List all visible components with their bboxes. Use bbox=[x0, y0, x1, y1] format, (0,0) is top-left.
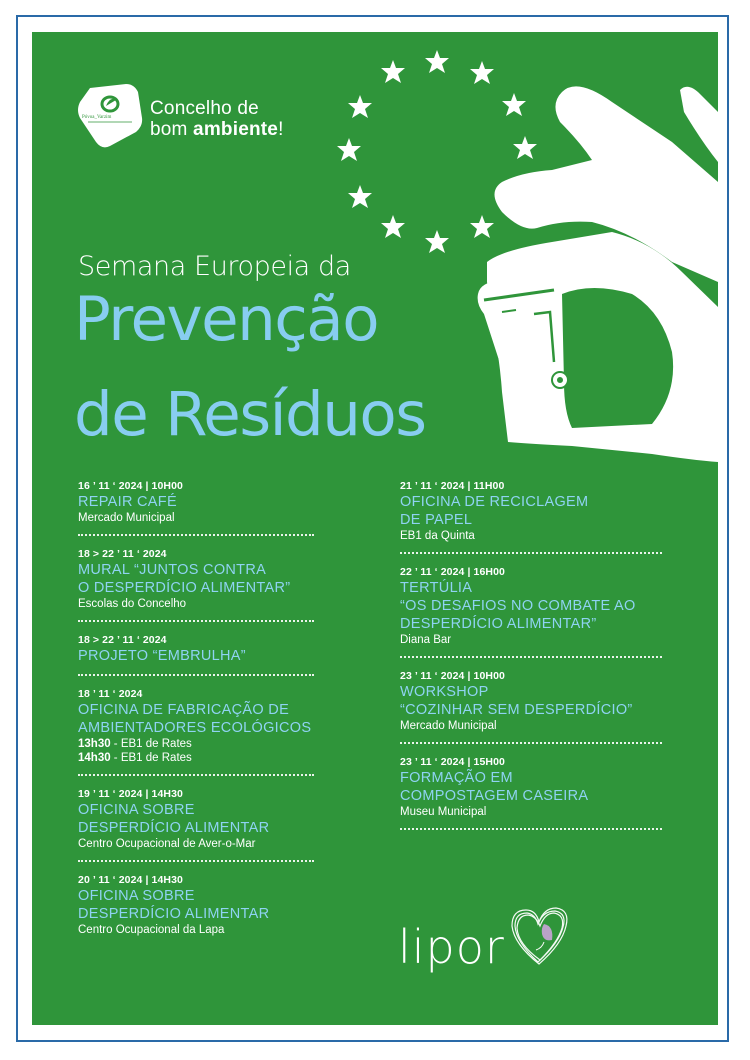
dotted-separator bbox=[78, 620, 314, 622]
heart-leaf-icon bbox=[504, 902, 574, 972]
event-title: DESPERDÍCIO ALIMENTAR bbox=[78, 820, 270, 836]
event-location: Centro Ocupacional de Aver-o-Mar bbox=[78, 838, 256, 850]
event-date: 16 ’ 11 ‘ 2024 | 10H00 bbox=[78, 480, 183, 492]
title-line2: de Resíduos bbox=[74, 379, 426, 450]
municipality-logo-text: Póvoa_Varzim bbox=[82, 115, 112, 120]
event-date: 18 > 22 ’ 11 ‘ 2024 bbox=[78, 548, 167, 560]
dotted-separator bbox=[400, 742, 662, 744]
event-session: 13h30 - EB1 de Rates bbox=[78, 738, 192, 750]
event-location: EB1 da Quinta bbox=[400, 530, 475, 542]
dotted-separator bbox=[400, 828, 662, 830]
event-location: Escolas do Concelho bbox=[78, 598, 187, 610]
event-title: OFICINA SOBRE bbox=[78, 802, 195, 818]
event-title: WORKSHOP bbox=[400, 684, 489, 700]
lipor-logo-text: lipor bbox=[398, 920, 505, 974]
slogan-line1: Concelho de bbox=[150, 98, 259, 119]
dotted-separator bbox=[78, 674, 314, 676]
event-item bbox=[78, 634, 314, 665]
event-location: Diana Bar bbox=[400, 634, 452, 646]
event-location: Museu Municipal bbox=[400, 806, 487, 818]
event-title: REPAIR CAFÉ bbox=[78, 494, 177, 510]
dotted-separator bbox=[400, 552, 662, 554]
event-location: Mercado Municipal bbox=[400, 720, 497, 732]
event-title: OFICINA DE FABRICAÇÃO DE bbox=[78, 702, 290, 718]
event-title: TERTÚLIA bbox=[400, 580, 473, 596]
event-title: OFICINA DE RECICLAGEM bbox=[400, 494, 589, 510]
event-location: Mercado Municipal bbox=[78, 512, 175, 524]
event-item bbox=[400, 670, 662, 733]
title-line1: Prevenção bbox=[74, 284, 379, 355]
event-title: “COZINHAR SEM DESPERDÍCIO” bbox=[400, 702, 633, 718]
event-item bbox=[78, 480, 314, 525]
event-title: FORMAÇÃO EM bbox=[400, 770, 513, 786]
events-right-column bbox=[400, 480, 662, 842]
event-item bbox=[400, 480, 662, 543]
event-item bbox=[78, 688, 314, 765]
event-date: 19 ’ 11 ‘ 2024 | 14H30 bbox=[78, 788, 183, 800]
event-date: 18 ’ 11 ‘ 2024 bbox=[78, 688, 143, 700]
dotted-separator bbox=[78, 774, 314, 776]
event-location: Centro Ocupacional da Lapa bbox=[78, 924, 225, 936]
event-title: COMPOSTAGEM CASEIRA bbox=[400, 788, 589, 804]
event-date: 20 ’ 11 ‘ 2024 | 14H30 bbox=[78, 874, 183, 886]
event-title: MURAL “JUNTOS CONTRA bbox=[78, 562, 267, 578]
dotted-separator bbox=[400, 656, 662, 658]
event-item bbox=[78, 874, 314, 937]
event-title: OFICINA SOBRE bbox=[78, 888, 195, 904]
event-item bbox=[78, 788, 314, 851]
dotted-separator bbox=[78, 534, 314, 536]
poster-panel bbox=[32, 32, 718, 1025]
event-date: 21 ’ 11 ‘ 2024 | 11H00 bbox=[400, 480, 505, 492]
event-title: DESPERDÍCIO ALIMENTAR bbox=[78, 906, 270, 922]
event-title: PROJETO “EMBRULHA” bbox=[78, 648, 246, 664]
event-item bbox=[400, 566, 662, 647]
event-title: DESPERDÍCIO ALIMENTAR” bbox=[400, 616, 597, 632]
event-date: 23 ’ 11 ‘ 2024 | 10H00 bbox=[400, 670, 505, 682]
dotted-separator bbox=[78, 860, 314, 862]
event-title: “OS DESAFIOS NO COMBATE AO bbox=[400, 598, 636, 614]
event-title: O DESPERDÍCIO ALIMENTAR” bbox=[78, 580, 291, 596]
slogan-line2: bom ambiente! bbox=[150, 119, 284, 140]
subtitle: Semana Europeia da bbox=[78, 251, 351, 282]
event-date: 23 ’ 11 ‘ 2024 | 15H00 bbox=[400, 756, 505, 768]
events-left-column bbox=[78, 480, 314, 937]
event-session: 14h30 - EB1 de Rates bbox=[78, 752, 192, 764]
event-title: AMBIENTADORES ECOLÓGICOS bbox=[78, 720, 312, 736]
event-title: DE PAPEL bbox=[400, 512, 473, 528]
event-date: 22 ’ 11 ‘ 2024 | 16H00 bbox=[400, 566, 505, 578]
event-item bbox=[400, 756, 662, 819]
event-item bbox=[78, 548, 314, 611]
event-date: 18 > 22 ’ 11 ‘ 2024 bbox=[78, 634, 167, 646]
slogan-bold: ambiente bbox=[193, 119, 279, 140]
